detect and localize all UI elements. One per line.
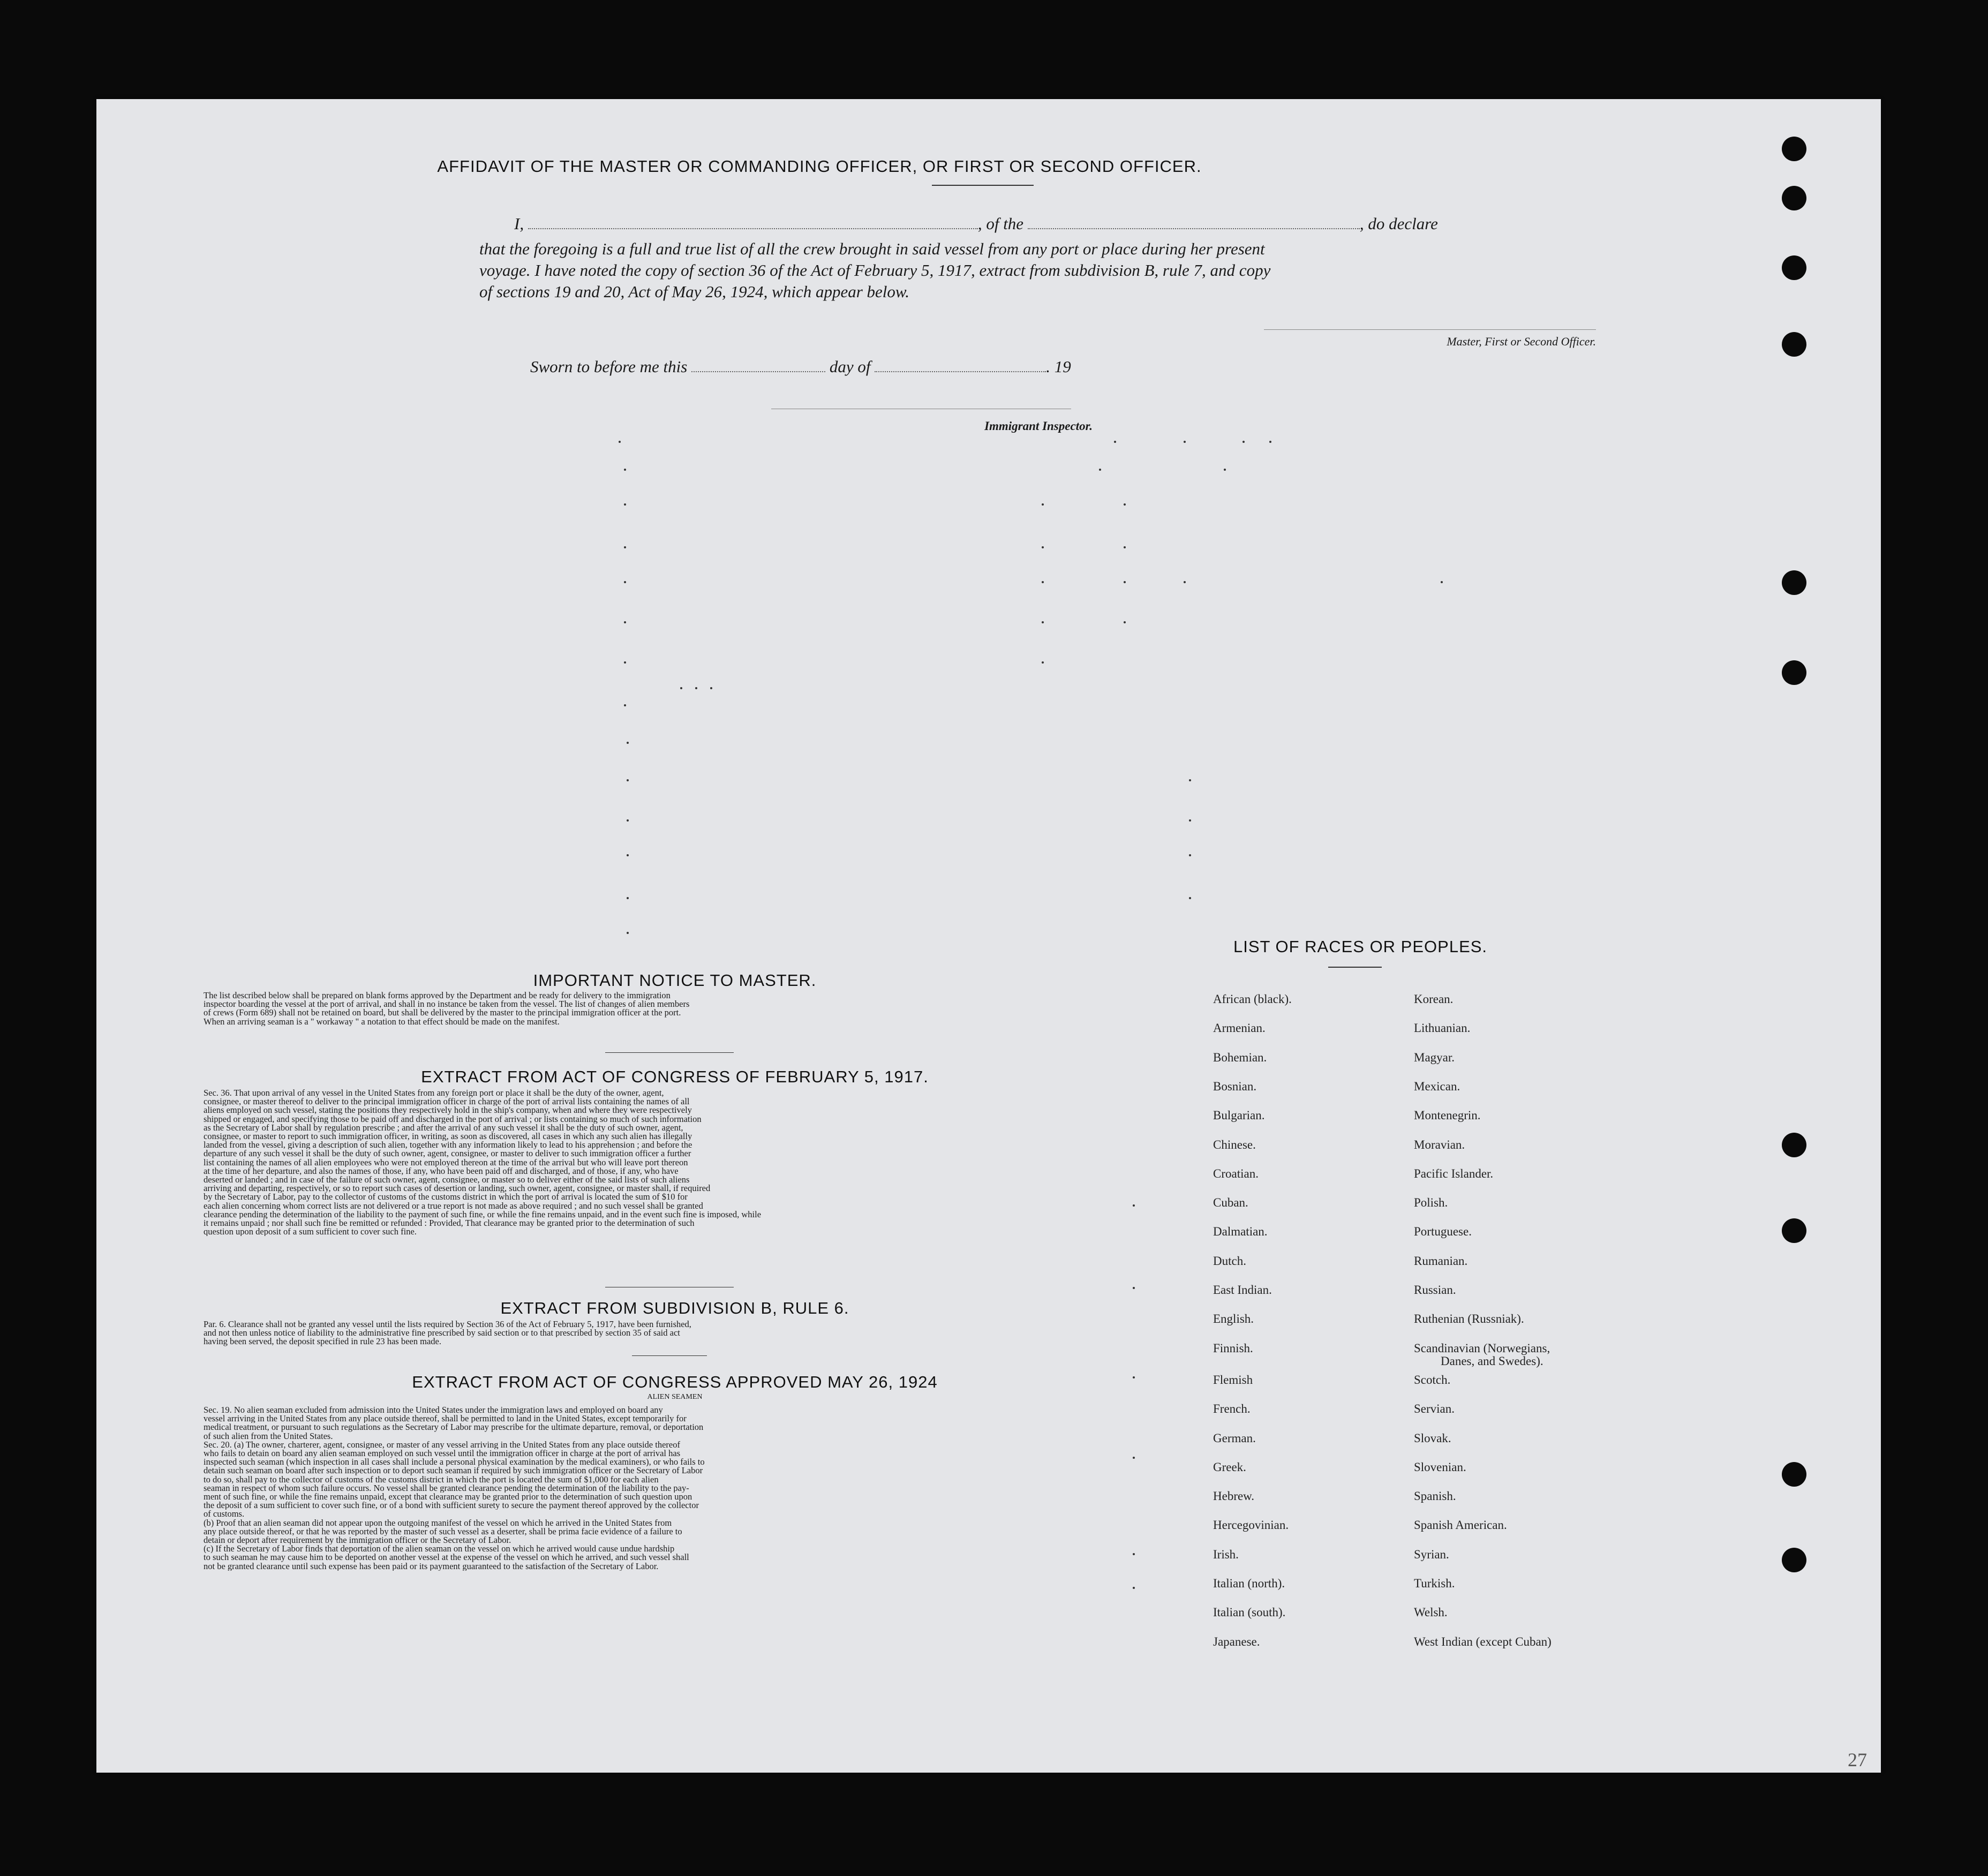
race-left-item: Bohemian. xyxy=(1213,1050,1267,1064)
text-line: consignee, or master to report to such immigration officer, in writing, as soon as discovered, all cases in which any such alien has illegally xyxy=(204,1132,692,1141)
text-line: having been served, the deposit specified in rule 23 has been made. xyxy=(204,1337,441,1346)
race-left-item: Italian (south). xyxy=(1213,1606,1286,1619)
text-line: Par. 6. Clearance shall not be granted any vessel until the lists required by Section 36 of the Act of February 5, 1917, have been furnished, xyxy=(204,1320,691,1329)
sworn-year: . 19 xyxy=(1046,357,1071,376)
master-signature-label: Master, First or Second Officer. xyxy=(1447,335,1596,348)
text-line: to do so, shall pay to the collector of customs of the customs district in which the port is located the sum of $1,000 for each alien xyxy=(204,1475,659,1484)
race-left-item: Finnish. xyxy=(1213,1341,1253,1355)
race-right-item: Turkish. xyxy=(1414,1577,1455,1590)
notice-title: IMPORTANT NOTICE TO MASTER. xyxy=(533,971,817,990)
text-line: who fails to detain on board any alien seaman employed on such vessel until the immigration officer in charge at the port of arrival has xyxy=(204,1449,681,1458)
race-left-item: Bosnian. xyxy=(1213,1079,1257,1093)
text-line: vessel arriving in the United States from any place outside thereof, shall be permitted to land in the United States, except temporarily for xyxy=(204,1414,687,1423)
text-line: any place outside thereof, or that he was reported by the master of such vessel as a deserter, shall be prima facie evidence of a failure to xyxy=(204,1527,682,1536)
text-line: (c) If the Secretary of Labor finds that deportation of the alien seaman on the vessel on which he arrived would cause undue hardship xyxy=(204,1545,675,1554)
text-line: deserted or landed ; and in case of the failure of such owner, agent, consignee, or master so to deliver either of the said lists of such aliens xyxy=(204,1176,690,1185)
affidavit-do-declare: , do declare xyxy=(1359,214,1438,233)
race-right-item: Slovak. xyxy=(1414,1431,1451,1445)
text-line: medical treatment, or pursuant to such regulations as the Secretary of Labor may prescribe for the ultimate departure, removal, or deportation xyxy=(204,1423,704,1432)
text-line: inspector boarding the vessel at the port of arrival, and shall in no instance be taken from the vessel. The list of changes of alien members xyxy=(204,1000,690,1009)
race-right-item: Scandinavian (Norwegians, xyxy=(1414,1341,1550,1355)
affidavit-i: I, xyxy=(514,214,524,233)
race-left-item: Dutch. xyxy=(1213,1254,1246,1268)
affidavit-line2: that the foregoing is a full and true list of all the crew brought in said vessel from any port or place during her present xyxy=(479,239,1265,258)
text-line: detain such seaman on board after such inspection or to deport such seaman if required by such immigration officer or the Secretary of Labor xyxy=(204,1466,703,1475)
race-left-item: English. xyxy=(1213,1312,1254,1326)
text-line: by the Secretary of Labor, pay to the collector of customs of the customs district in which the port of arrival is located the sum of $10 for xyxy=(204,1193,688,1202)
text-line: consignee, or master thereof to deliver to the principal immigration officer in charge of the port of arrival lists containing the names of all xyxy=(204,1097,690,1106)
race-right-item: Montenegrin. xyxy=(1414,1109,1481,1122)
race-right-item-continuation: Danes, and Swedes). xyxy=(1441,1354,1543,1368)
sworn-day-of: day of xyxy=(829,357,871,376)
race-left-item: Hercegovinian. xyxy=(1213,1518,1289,1532)
document-sheet xyxy=(96,99,1881,1773)
affidavit-title: AFFIDAVIT OF THE MASTER OR COMMANDING OFFICER, OR FIRST OR SECOND OFFICER. xyxy=(437,157,1202,176)
text-line: of such alien from the United States. xyxy=(204,1432,333,1441)
race-right-item: Servian. xyxy=(1414,1402,1455,1416)
races-title: LIST OF RACES OR PEOPLES. xyxy=(1233,937,1488,956)
text-line: arriving and departing, respectively, or so to report such cases of desertion or landing, such owner, agent, consignee, or master shall, if required xyxy=(204,1184,711,1193)
text-line: question upon deposit of a sum sufficient to cover such fine. xyxy=(204,1227,417,1237)
extract-1924-subtitle: ALIEN SEAMEN xyxy=(647,1393,703,1401)
text-line: Sec. 20. (a) The owner, charterer, agent, consignee, or master of any vessel arriving in the United States from any place outside thereof xyxy=(204,1440,680,1450)
inspector-signature-label: Immigrant Inspector. xyxy=(984,419,1093,433)
text-line: ment of such fine, or while the fine remains unpaid, except that clearance may be granted prior to the determination of such question upon xyxy=(204,1493,692,1502)
race-left-item: Dalmatian. xyxy=(1213,1225,1268,1239)
races-list xyxy=(96,99,1881,1773)
race-left-item: Italian (north). xyxy=(1213,1577,1285,1590)
text-line: departure of any such vessel it shall be the duty of such owner, agent, consignee, or master to deliver to such immigration officer a further xyxy=(204,1149,691,1158)
text-line: Sec. 19. No alien seaman excluded from admission into the United States under the immigration laws and employed on board any xyxy=(204,1406,663,1415)
text-line: of customs. xyxy=(204,1510,245,1519)
race-right-item: Mexican. xyxy=(1414,1079,1460,1093)
race-right-item: Spanish. xyxy=(1414,1489,1456,1503)
race-right-item: West Indian (except Cuban) xyxy=(1414,1634,1552,1648)
race-left-item: Bulgarian. xyxy=(1213,1109,1265,1122)
race-right-item: Rumanian. xyxy=(1414,1254,1468,1268)
race-right-item: Lithuanian. xyxy=(1414,1021,1471,1035)
text-line: The list described below shall be prepared on blank forms approved by the Department and be ready for delivery to the immigration xyxy=(204,991,671,1000)
text-line: the deposit of a sum sufficient to cover such fine, or of a bond with sufficient surety to secure the payment thereof approved by the collector xyxy=(204,1501,699,1510)
race-right-item: Slovenian. xyxy=(1414,1460,1466,1474)
affidavit-line3: voyage. I have noted the copy of section 36 of the Act of February 5, 1917, extract from subdivision B, rule 7, and copy xyxy=(479,261,1271,280)
text-line: of crews (Form 689) shall not be retained on board, but shall be delivered by the master to the principal immigration officer at the port. xyxy=(204,1008,681,1018)
race-right-item: Ruthenian (Russniak). xyxy=(1414,1312,1524,1326)
race-left-item: German. xyxy=(1213,1431,1256,1445)
race-right-item: Welsh. xyxy=(1414,1606,1448,1619)
race-right-item: Portuguese. xyxy=(1414,1225,1472,1239)
race-left-item: Japanese. xyxy=(1213,1634,1260,1648)
text-line: not be granted clearance until such expense has been paid or its payment guaranteed to the satisfaction of the Secretary of Labor. xyxy=(204,1562,659,1571)
race-right-item: Korean. xyxy=(1414,992,1454,1006)
text-line: (b) Proof that an alien seaman did not appear upon the outgoing manifest of the vessel on which he arrived in the United States from xyxy=(204,1518,672,1527)
race-left-item: Armenian. xyxy=(1213,1021,1266,1035)
race-left-item: East Indian. xyxy=(1213,1283,1272,1297)
text-line: it remains unpaid ; nor shall such fine be remitted or refunded : Provided, That clearance may be granted prior to the determination of such xyxy=(204,1219,695,1228)
text-line: at the time of her departure, and also the names of those, if any, who have been paid off and discharged, and of those, if any, who have xyxy=(204,1166,679,1176)
margin-number: 27 xyxy=(1848,1749,1867,1770)
race-left-item: African (black). xyxy=(1213,992,1292,1006)
text-line: as the Secretary of Labor shall by regulation prescribe ; and after the arrival of any such vessel it shall be the duty of such owner, agent, xyxy=(204,1123,683,1133)
race-right-item: Spanish American. xyxy=(1414,1518,1507,1532)
text-line: detain or deport after requirement by the immigration officer or the Secretary of Labor. xyxy=(204,1536,511,1545)
race-left-item: Greek. xyxy=(1213,1460,1246,1474)
race-right-item: Polish. xyxy=(1414,1196,1448,1210)
race-left-item: Flemish xyxy=(1213,1373,1253,1387)
text-line: list containing the names of all alien employees who were not employed thereon at the time of the arrival but who will leave port thereon xyxy=(204,1158,688,1167)
text-line: inspected such seaman (which inspection in all cases shall include a personal physical examination by the medical examiners), or who fails to xyxy=(204,1458,705,1467)
extract-rule6-title: EXTRACT FROM SUBDIVISION B, RULE 6. xyxy=(500,1299,849,1317)
extract-1917-title: EXTRACT FROM ACT OF CONGRESS OF FEBRUARY 5, 1917. xyxy=(421,1067,929,1086)
race-left-item: Irish. xyxy=(1213,1547,1239,1561)
text-line: Sec. 36. That upon arrival of any vessel in the United States from any foreign port or place it shall be the duty of the owner, agent, xyxy=(204,1089,664,1098)
text-line: shipped or engaged, and specifying those to be paid off and discharged in the port of arrival ; or lists containing so much of such information xyxy=(204,1114,702,1124)
race-right-item: Russian. xyxy=(1414,1283,1456,1297)
race-left-item: French. xyxy=(1213,1402,1251,1416)
race-right-item: Scotch. xyxy=(1414,1373,1451,1387)
race-right-item: Pacific Islander. xyxy=(1414,1166,1494,1180)
race-right-item: Moravian. xyxy=(1414,1137,1465,1151)
extract-1924-title: EXTRACT FROM ACT OF CONGRESS APPROVED MAY 26, 1924 xyxy=(412,1373,938,1391)
race-right-item: Magyar. xyxy=(1414,1050,1455,1064)
sworn-prefix: Sworn to before me this xyxy=(530,357,688,376)
race-right-item: Syrian. xyxy=(1414,1547,1449,1561)
text-line: each alien concerning whom correct lists are not delivered or a true report is not made as above required ; and no such vessel shall be granted xyxy=(204,1201,703,1210)
race-left-item: Hebrew. xyxy=(1213,1489,1255,1503)
text-line: seaman in respect of whom such failure occurs. No vessel shall be granted clearance pending the determination of the liability to the pay- xyxy=(204,1483,689,1493)
text-line: aliens employed on such vessel, stating the positions they respectively hold in the ship's company, when and where they were respectively xyxy=(204,1106,692,1115)
text-line: landed from the vessel, giving a description of such alien, together with any information likely to lead to his apprehension ; and before the xyxy=(204,1141,692,1150)
race-left-item: Chinese. xyxy=(1213,1137,1256,1151)
text-line: When an arriving seaman is a " workaway " a notation to that effect should be made on the manifest. xyxy=(204,1017,560,1026)
text-line: clearance pending the determination of the liability to the payment of such fine, or while the fine remains unpaid, and in the event such fine is imposed, while xyxy=(204,1210,762,1219)
race-left-item: Croatian. xyxy=(1213,1166,1259,1180)
race-left-item: Cuban. xyxy=(1213,1196,1248,1210)
text-line: to such seaman he may cause him to be deported on another vessel at the expense of the vessel on which he arrived, and such vessel shall xyxy=(204,1553,689,1562)
affidavit-line4: of sections 19 and 20, Act of May 26, 1924, which appear below. xyxy=(479,282,910,301)
text-line: and not then unless notice of liability to the administrative fine prescribed by said section or to that prescribed by section 35 of said act xyxy=(204,1329,680,1338)
affidavit-of-the: , of the xyxy=(977,214,1024,233)
